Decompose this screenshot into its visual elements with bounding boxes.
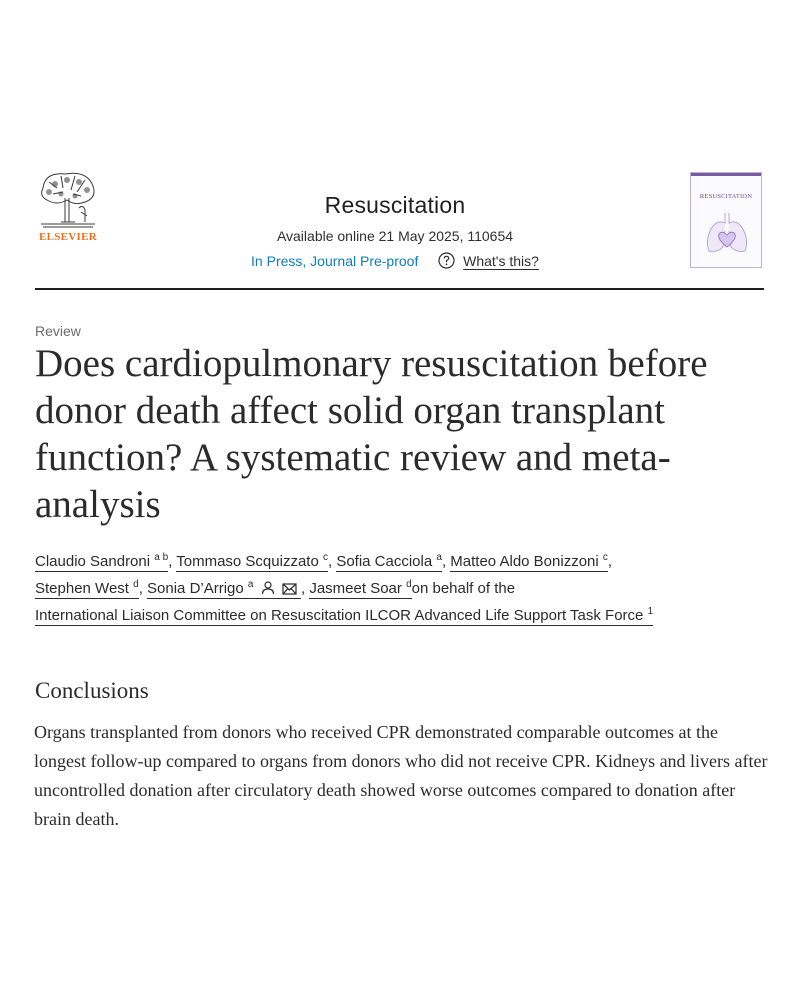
- journal-title[interactable]: Resuscitation: [324, 192, 466, 218]
- author-link[interactable]: Jasmeet Soar $^d$: [309, 579, 412, 597]
- author-link[interactable]: Claudio Sandroni $^{a b}$: [35, 552, 169, 570]
- conclusions-text: Organs transplanted from donors who received CPR demonstrated comparable outcomes at the longest follow-up compared to organs from donors who did not receive CPR. Kidneys and livers after uncontrolled donation after circulatory death showed worse outcomes compared to donation after brain death.: [34, 722, 768, 829]
- group-author-link[interactable]: International Liaison Committee on Resuscitation ILCOR Advanced Life Support Task Force $^1$: [35, 606, 654, 624]
- elsevier-tree-icon: [35, 168, 101, 230]
- author-link[interactable]: Stephen West $^d$: [35, 579, 139, 597]
- journal-header: [35, 168, 764, 274]
- article-title: Does cardiopulmonary resuscitation before donor death affect solid organ transplant function? A systematic review and meta-analysis: [35, 342, 708, 526]
- in-press-link[interactable]: In Press, Journal Pre-proof: [251, 253, 419, 269]
- elsevier-wordmark: ELSEVIER: [38, 231, 98, 243]
- cover-title: RESUSCITATION: [699, 193, 753, 200]
- whats-this-link[interactable]: What's this?: [463, 253, 539, 269]
- author-link[interactable]: Sonia D’Arrigo $^a$: [147, 580, 301, 599]
- question-circle-icon: [438, 252, 455, 269]
- article-type: Review: [35, 323, 81, 339]
- on-behalf-text: on behalf of the: [411, 580, 516, 597]
- elsevier-logo[interactable]: [35, 168, 101, 246]
- author-link[interactable]: Matteo Aldo Bonizzoni $^c$: [450, 552, 608, 570]
- availability-info: Available online 21 May 2025, 110654: [276, 228, 514, 244]
- article-status: [185, 252, 605, 269]
- author-link[interactable]: Tommaso Scquizzato $^c$: [176, 552, 328, 570]
- author-list: Claudio Sandroni $^{a b}$, Tommaso Scquizzato $^c$, Sofia Cacciola $^a$, Matteo Aldo Bonizzoni $^c$, Stephen West $^d$, Sonia D’Arrigo $^a$ , Jasmeet Soar $^d$on behalf of the International Liaison Committee on Resuscitation ILCOR Advanced Life Support Task Force $^1$: [35, 552, 654, 624]
- author-link[interactable]: Sofia Cacciola $^a$: [336, 552, 442, 570]
- journal-cover[interactable]: [690, 172, 762, 268]
- conclusions-heading: Conclusions: [35, 678, 149, 703]
- envelope-icon: [282, 583, 297, 595]
- cover-band: [691, 173, 761, 176]
- cover-lungs-heart-icon: [701, 207, 753, 257]
- person-icon: [261, 581, 275, 595]
- header-divider: [35, 288, 764, 290]
